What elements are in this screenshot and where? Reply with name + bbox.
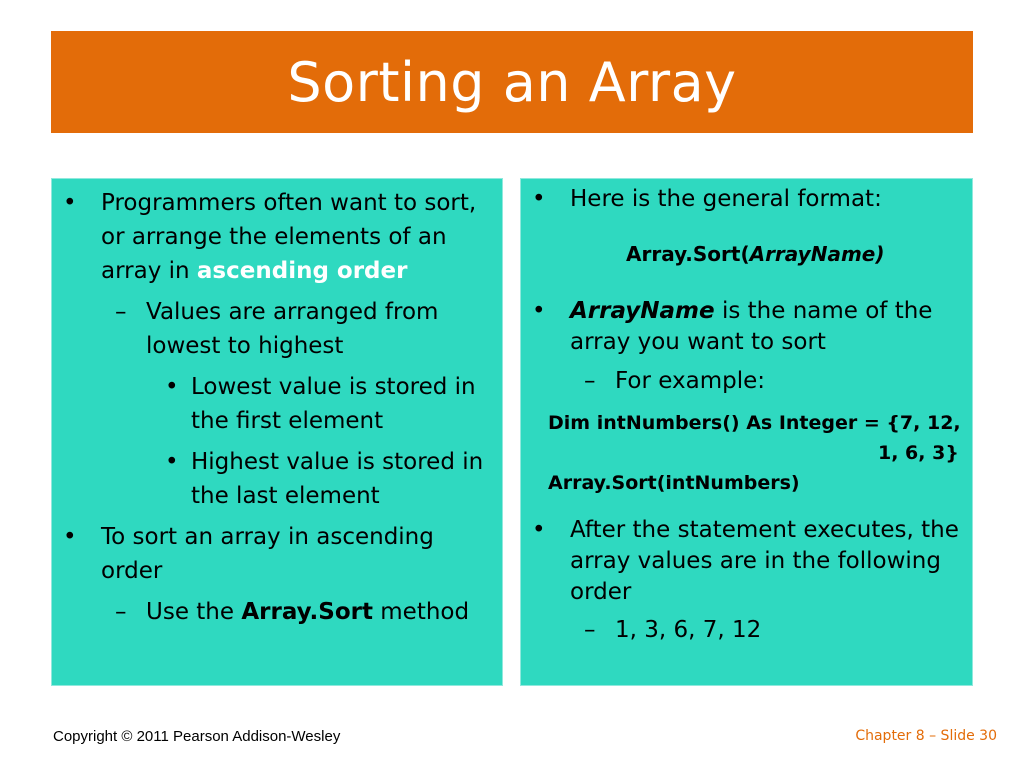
left-t2-line2: the last element xyxy=(191,483,380,509)
slide-title: Sorting an Array xyxy=(287,50,737,114)
right-b3-line2: array values are in the following xyxy=(570,548,941,574)
left-panel xyxy=(51,178,503,686)
left-b1-line3 xyxy=(101,254,407,288)
right-s2: 1, 3, 6, 7, 12 xyxy=(615,617,762,643)
code-line1: Dim intNumbers() As Integer = {7, 12, xyxy=(548,412,961,434)
right-b2-rest: is the name of the xyxy=(714,298,933,324)
bullet-marker: • xyxy=(532,186,546,212)
array-sort-bold: Array.Sort xyxy=(241,599,373,625)
dash-marker: – xyxy=(584,368,596,394)
left-t1-line1: Lowest value is stored in xyxy=(191,374,476,400)
format-italic: ArrayName) xyxy=(749,242,885,266)
right-b1: Here is the general format: xyxy=(570,186,882,212)
bullet-marker: • xyxy=(532,517,546,543)
left-b1-line3-pre: array in xyxy=(101,258,197,284)
left-t2-line1: Highest value is stored in xyxy=(191,449,484,475)
code-line2: 1, 6, 3} xyxy=(878,442,959,464)
dash-marker: – xyxy=(115,599,127,625)
bullet-marker: • xyxy=(63,524,77,550)
left-b1-line2: or arrange the elements of an xyxy=(101,224,447,250)
right-b3-line3: order xyxy=(570,579,632,605)
right-b2-line2: array you want to sort xyxy=(570,329,826,355)
right-s1: For example: xyxy=(615,368,765,394)
left-s2-pre: Use the xyxy=(146,599,242,625)
bullet-marker: • xyxy=(165,449,179,475)
right-b2-line1 xyxy=(570,294,932,328)
bullet-marker: • xyxy=(63,190,77,216)
code-line3: Array.Sort(intNumbers) xyxy=(548,472,800,494)
copyright: Copyright © 2011 Pearson Addison-Wesley xyxy=(53,728,341,745)
right-b3-line1: After the statement executes, the xyxy=(570,517,959,543)
general-format xyxy=(626,237,885,271)
left-b2-line1: To sort an array in ascending xyxy=(101,524,434,550)
title-bar xyxy=(51,31,973,133)
right-panel xyxy=(520,178,973,686)
left-b2-line2: order xyxy=(101,558,163,584)
left-s2 xyxy=(146,595,469,629)
arrayname-italic: ArrayName xyxy=(570,298,715,324)
left-b1-line1: Programmers often want to sort, xyxy=(101,190,477,216)
bullet-marker: • xyxy=(532,298,546,324)
left-s1-line2: lowest to highest xyxy=(146,333,344,359)
format-pre: Array.Sort( xyxy=(626,242,750,266)
dash-marker: – xyxy=(115,299,127,325)
dash-marker: – xyxy=(584,617,596,643)
ascending-order-highlight: ascending order xyxy=(196,258,408,284)
left-t1-line2: the first element xyxy=(191,408,384,434)
left-s1-line1: Values are arranged from xyxy=(146,299,439,325)
bullet-marker: • xyxy=(165,374,179,400)
left-s2-post: method xyxy=(372,599,470,625)
slide-number: Chapter 8 – Slide 30 xyxy=(855,728,997,744)
